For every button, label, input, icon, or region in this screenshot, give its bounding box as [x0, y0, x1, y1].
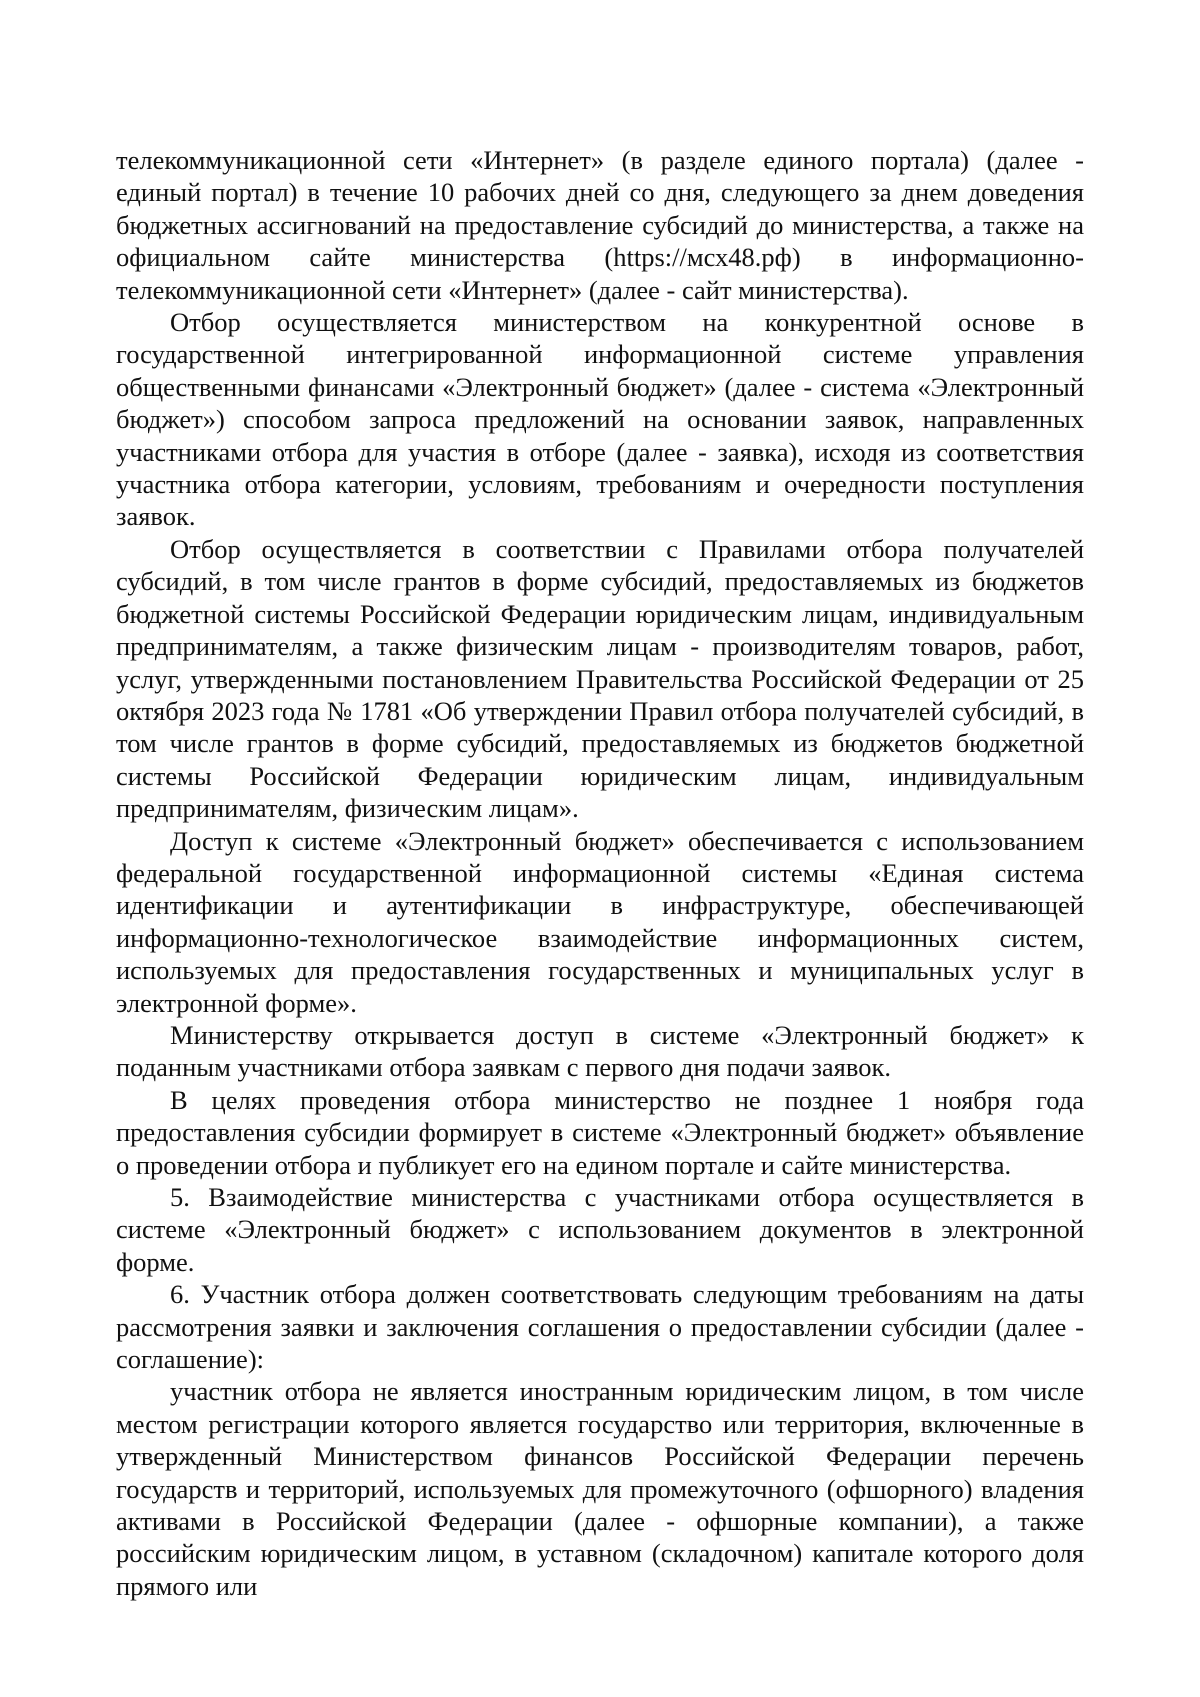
paragraph-item-6: 6. Участник отбора должен соответствовать следующим требованиям на даты рассмотрения заявки и заключения соглашения о предоставлении субсидии (далее - соглашение):: [116, 1279, 1084, 1375]
document-page: [116, 144, 1084, 1602]
paragraph-continuation: телекоммуникационной сети «Интернет» (в разделе единого портала) (далее - единый портал) в течение 10 рабочих дней со дня, следующего за днем доведения бюджетных ассигнований на предоставление субсидий до министерства, а также на официальном сайте министерства (https://мсх48.рф) в информационно-телекоммуникационной сети «Интернет» (далее - сайт министерства).: [116, 145, 1084, 305]
paragraph-announcement: В целях проведения отбора министерство не позднее 1 ноября года предоставления субсидии формирует в системе «Электронный бюджет» объявление о проведении отбора и публикует его на едином портале и сайте министерства.: [116, 1084, 1084, 1180]
paragraph-selection-method: Отбор осуществляется министерством на конкурентной основе в государственной интегрированной информационной системе управления общественными финансами «Электронный бюджет» (далее - система «Электронный бюджет») способом запроса предложений на основании заявок, направленных участниками отбора для участия в отборе (далее - заявка), исходя из соответствия участника отбора категории, условиям, требованиям и очередности поступления заявок.: [116, 307, 1084, 532]
paragraph-ministry-access: Министерству открывается доступ в системе «Электронный бюджет» к поданным участниками отбора заявкам с первого дня подачи заявок.: [116, 1019, 1084, 1083]
paragraph-selection-rules: Отбор осуществляется в соответствии с Правилами отбора получателей субсидий, в том числе грантов в форме субсидий, предоставляемых из бюджетов бюджетной системы Российской Федерации юридическим лицам, индивидуальным предпринимателям, а также физическим лицам - производителям товаров, работ, услуг, утвержденными постановлением Правительства Российской Федерации от 25 октября 2023 года № 1781 «Об утверждении Правил отбора получателей субсидий, в том числе грантов в форме субсидий, предоставляемых из бюджетов бюджетной системы Российской Федерации юридическим лицам, индивидуальным предпринимателям, физическим лицам».: [116, 533, 1084, 824]
paragraph-requirement-offshore: участник отбора не является иностранным юридическим лицом, в том числе местом регистрации которого является государство или территория, включенные в утвержденный Министерством финансов Российской Федерации перечень государств и территорий, используемых для промежуточного (офшорного) владения активами в Российской Федерации (далее - офшорные компании), а также российским юридическим лицом, в уставном (складочном) капитале которого доля прямого или: [116, 1376, 1084, 1601]
paragraph-system-access: Доступ к системе «Электронный бюджет» обеспечивается с использованием федеральной государственной информационной системы «Единая система идентификации и аутентификации в инфраструктуре, обеспечивающей информационно-технологическое взаимодействие информационных систем, используемых для предоставления государственных и муниципальных услуг в электронной форме».: [116, 825, 1084, 1018]
paragraph-item-5: 5. Взаимодействие министерства с участниками отбора осуществляется в системе «Электронный бюджет» с использованием документов в электронной форме.: [116, 1182, 1084, 1277]
